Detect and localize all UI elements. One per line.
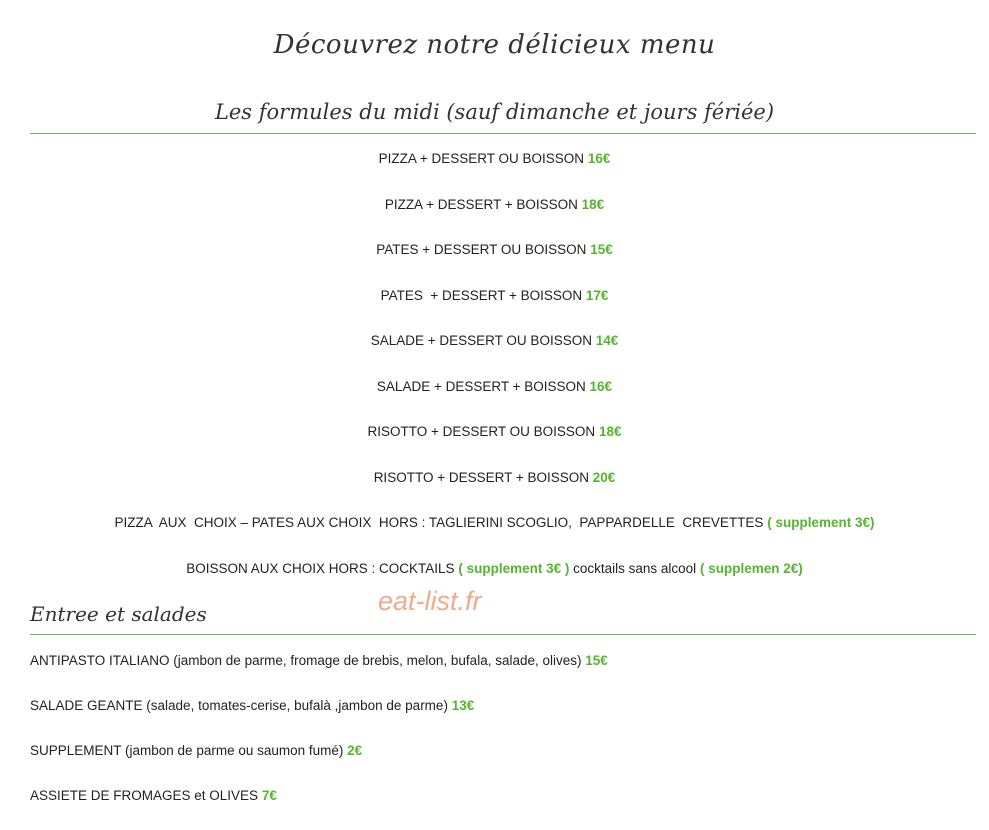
formule-text: PIZZA AUX CHOIX – PATES AUX CHOIX HORS : TAGLIERINI SCOGLIO, PAPPARDELLE CREVETTES [114, 515, 764, 530]
formule-item [0, 285, 989, 331]
formule-item [0, 148, 989, 194]
entree-item [30, 695, 970, 740]
formule-price: ( supplement 3€) [767, 515, 875, 530]
formule-price: 16€ [589, 378, 613, 394]
formule-price: 18€ [581, 196, 605, 212]
formule-text: SALADE + DESSERT + BOISSON [376, 378, 586, 394]
entree-item [30, 785, 970, 830]
formule-item [0, 376, 989, 422]
entree-item [30, 740, 970, 785]
formule-item [0, 512, 989, 558]
entree-text: SUPPLEMENT (jambon de parme ou saumon fumé) [30, 743, 344, 758]
cocktails-supplement: ( supplement 3€ ) [458, 560, 570, 576]
entree-item [30, 650, 970, 695]
entree-price: 2€ [347, 743, 363, 758]
formule-price: 20€ [592, 469, 616, 485]
page-title: Découvrez notre délicieux menu [273, 30, 716, 60]
formule-item [0, 239, 989, 285]
formule-item [0, 194, 989, 240]
cocktails-sans-alcool-supplement: ( supplemen 2€) [699, 560, 803, 576]
section-divider [30, 634, 976, 635]
formule-price: 15€ [590, 242, 613, 257]
entree-text: SALADE GEANTE (salade, tomates-cerise, bufalà ,jambon de parme) [30, 698, 448, 713]
entree-text: ASSIETE DE FROMAGES et OLIVES [30, 788, 259, 803]
formule-text: SALADE + DESSERT OU BOISSON [370, 333, 592, 348]
formules-list [0, 148, 989, 603]
watermark: eat-list.fr [378, 586, 482, 616]
cocktails-item [0, 558, 989, 604]
entree-text: ANTIPASTO ITALIANO (jambon de parme, fromage de brebis, melon, bufala, salade, olives) [30, 653, 582, 668]
entrees-section-title: Entree et salades [30, 602, 207, 626]
formule-text: PIZZA + DESSERT + BOISSON [384, 196, 578, 212]
cocktails-sans-alcool-text: cocktails sans alcool [573, 560, 697, 576]
formule-item [0, 421, 989, 467]
formules-section-title: Les formules du midi (sauf dimanche et jours fériée) [214, 100, 775, 124]
formule-text: RISOTTO + DESSERT + BOISSON [373, 469, 590, 485]
formule-text: PIZZA + DESSERT OU BOISSON [378, 151, 585, 166]
section-divider [30, 133, 976, 134]
formule-price: 18€ [598, 424, 622, 439]
entree-price: 13€ [451, 698, 475, 713]
formule-text: PATES + DESSERT OU BOISSON [376, 242, 587, 257]
formule-item [0, 467, 989, 513]
entree-price: 7€ [261, 788, 277, 803]
entrees-list [30, 650, 970, 830]
formule-item [0, 330, 989, 376]
formule-price: 16€ [587, 151, 611, 166]
formule-price: 17€ [585, 287, 609, 303]
formule-price: 14€ [595, 333, 619, 348]
cocktails-text: BOISSON AUX CHOIX HORS : COCKTAILS [186, 560, 455, 576]
entree-price: 15€ [585, 653, 608, 668]
formule-text: PATES + DESSERT + BOISSON [380, 287, 583, 303]
formule-text: RISOTTO + DESSERT OU BOISSON [367, 424, 596, 439]
